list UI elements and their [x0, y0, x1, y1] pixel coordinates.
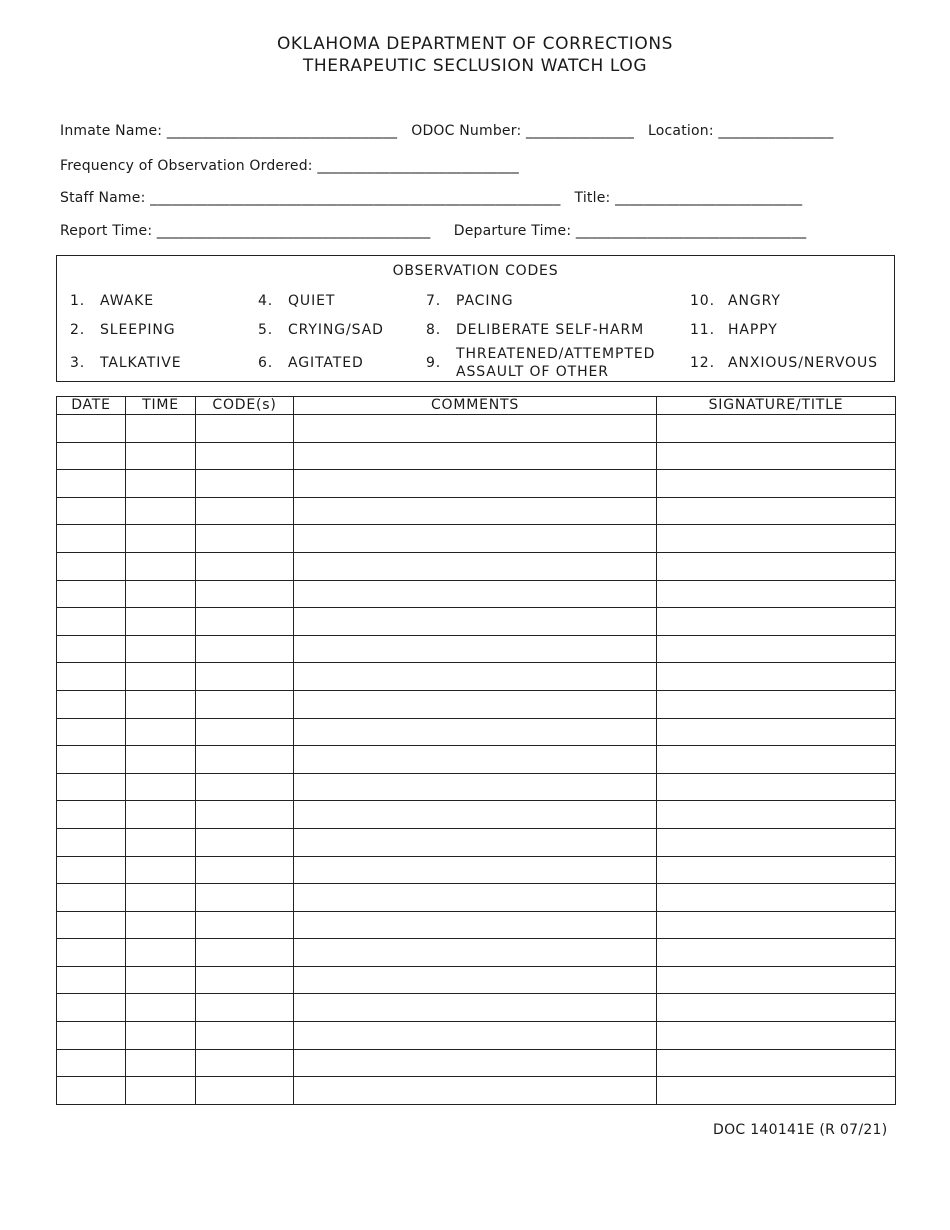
log-cell-signature[interactable] [657, 884, 896, 912]
log-cell-time[interactable] [126, 994, 196, 1022]
log-cell-comments[interactable] [294, 856, 657, 884]
table-row [57, 966, 896, 994]
table-row [57, 525, 896, 553]
code-number: 1. [70, 293, 86, 309]
log-cell-codes[interactable] [196, 470, 294, 498]
log-cell-time[interactable] [126, 580, 196, 608]
log-cell-date[interactable] [57, 966, 126, 994]
log-cell-codes[interactable] [196, 1022, 294, 1050]
code-label: QUIET [288, 293, 336, 309]
log-cell-time[interactable] [126, 470, 196, 498]
inmate-name-field[interactable]: Inmate Name: ________________________________ [60, 123, 398, 139]
code-label: AWAKE [100, 293, 154, 309]
form-agency-title: OKLAHOMA DEPARTMENT OF CORRECTIONS [276, 34, 674, 54]
code-number: 7. [426, 293, 442, 309]
odoc-number-field[interactable]: ODOC Number: _______________ [411, 123, 635, 139]
log-cell-signature[interactable] [657, 801, 896, 829]
log-cell-comments[interactable] [294, 663, 657, 691]
log-cell-date[interactable] [57, 884, 126, 912]
log-cell-time[interactable] [126, 746, 196, 774]
report-time-field[interactable]: Report Time: ______________________________________ [60, 223, 431, 239]
log-cell-time[interactable] [126, 856, 196, 884]
watch-log-table [56, 396, 896, 1105]
log-cell-comments[interactable] [294, 911, 657, 939]
log-cell-time[interactable] [126, 966, 196, 994]
table-row [57, 552, 896, 580]
log-cell-codes[interactable] [196, 939, 294, 967]
log-cell-comments[interactable] [294, 470, 657, 498]
log-cell-time[interactable] [126, 635, 196, 663]
log-cell-codes[interactable] [196, 608, 294, 636]
log-cell-codes[interactable] [196, 580, 294, 608]
table-row [57, 856, 896, 884]
column-header-comments: COMMENTS [294, 397, 657, 415]
code-label: TALKATIVE [100, 355, 182, 371]
log-cell-codes[interactable] [196, 1049, 294, 1077]
code-number: 5. [258, 322, 274, 338]
log-cell-signature[interactable] [657, 470, 896, 498]
log-cell-codes[interactable] [196, 552, 294, 580]
log-cell-comments[interactable] [294, 773, 657, 801]
table-row [57, 442, 896, 470]
log-cell-time[interactable] [126, 828, 196, 856]
log-cell-date[interactable] [57, 1049, 126, 1077]
column-header-codes: CODE(s) [196, 397, 294, 415]
log-cell-codes[interactable] [196, 884, 294, 912]
table-row [57, 663, 896, 691]
log-cell-codes[interactable] [196, 718, 294, 746]
staff-name-field[interactable]: Staff Name: _________________________________________________________ [60, 190, 561, 206]
code-label: THREATENED/ATTEMPTED [456, 346, 656, 362]
log-cell-time[interactable] [126, 663, 196, 691]
log-cell-codes[interactable] [196, 994, 294, 1022]
code-number: 11. [690, 322, 715, 338]
log-cell-codes[interactable] [196, 525, 294, 553]
log-cell-time[interactable] [126, 884, 196, 912]
log-cell-date[interactable] [57, 608, 126, 636]
log-cell-signature[interactable] [657, 442, 896, 470]
log-cell-date[interactable] [57, 911, 126, 939]
log-cell-codes[interactable] [196, 415, 294, 443]
log-cell-signature[interactable] [657, 911, 896, 939]
observation-codes-box [56, 255, 895, 382]
code-number: 8. [426, 322, 442, 338]
log-cell-comments[interactable] [294, 552, 657, 580]
log-cell-signature[interactable] [657, 1049, 896, 1077]
code-number: 10. [690, 293, 715, 309]
code-number: 3. [70, 355, 86, 371]
observation-codes-heading: OBSERVATION CODES [392, 263, 559, 279]
code-number: 12. [690, 355, 715, 371]
log-cell-codes[interactable] [196, 856, 294, 884]
log-cell-date[interactable] [57, 1077, 126, 1105]
log-cell-comments[interactable] [294, 746, 657, 774]
log-cell-signature[interactable] [657, 718, 896, 746]
table-row [57, 415, 896, 443]
log-cell-date[interactable] [57, 939, 126, 967]
log-cell-signature[interactable] [657, 746, 896, 774]
code-number: 6. [258, 355, 274, 371]
log-table-body [57, 415, 896, 1105]
form-number: DOC 140141E (R 07/21) [713, 1122, 888, 1138]
table-row [57, 1022, 896, 1050]
log-cell-comments[interactable] [294, 994, 657, 1022]
table-row [57, 608, 896, 636]
log-cell-codes[interactable] [196, 442, 294, 470]
log-cell-codes[interactable] [196, 828, 294, 856]
log-cell-date[interactable] [57, 415, 126, 443]
log-cell-time[interactable] [126, 939, 196, 967]
code-number: 9. [426, 355, 442, 371]
log-cell-comments[interactable] [294, 690, 657, 718]
table-row [57, 497, 896, 525]
inmate-info-row [60, 122, 834, 140]
log-cell-time[interactable] [126, 911, 196, 939]
code-label-line2: ASSAULT OF OTHER [456, 364, 609, 380]
log-cell-comments[interactable] [294, 1049, 657, 1077]
log-cell-date[interactable] [57, 1022, 126, 1050]
log-cell-comments[interactable] [294, 497, 657, 525]
log-cell-signature[interactable] [657, 939, 896, 967]
log-cell-date[interactable] [57, 552, 126, 580]
column-header-time: TIME [126, 397, 196, 415]
code-label: SLEEPING [100, 322, 176, 338]
table-row [57, 470, 896, 498]
code-label: PACING [456, 293, 514, 309]
log-cell-date[interactable] [57, 470, 126, 498]
code-number: 4. [258, 293, 274, 309]
log-cell-signature[interactable] [657, 856, 896, 884]
code-label: ANGRY [728, 293, 781, 309]
table-row [57, 580, 896, 608]
table-header-row [57, 397, 896, 415]
log-cell-codes[interactable] [196, 966, 294, 994]
log-cell-date[interactable] [57, 690, 126, 718]
log-cell-signature[interactable] [657, 415, 896, 443]
form-title: THERAPEUTIC SECLUSION WATCH LOG [302, 56, 648, 76]
log-cell-signature[interactable] [657, 1077, 896, 1105]
log-cell-comments[interactable] [294, 580, 657, 608]
log-cell-comments[interactable] [294, 801, 657, 829]
log-cell-comments[interactable] [294, 415, 657, 443]
code-label: AGITATED [288, 355, 364, 371]
log-cell-signature[interactable] [657, 966, 896, 994]
log-cell-date[interactable] [57, 856, 126, 884]
log-cell-date[interactable] [57, 828, 126, 856]
log-cell-codes[interactable] [196, 635, 294, 663]
table-row [57, 801, 896, 829]
table-row [57, 746, 896, 774]
log-cell-time[interactable] [126, 690, 196, 718]
log-cell-codes[interactable] [196, 746, 294, 774]
log-cell-comments[interactable] [294, 1022, 657, 1050]
column-header-signature: SIGNATURE/TITLE [657, 397, 896, 415]
table-row [57, 994, 896, 1022]
log-cell-time[interactable] [126, 1077, 196, 1105]
log-cell-date[interactable] [57, 801, 126, 829]
time-row [60, 222, 806, 240]
log-cell-signature[interactable] [657, 497, 896, 525]
log-cell-comments[interactable] [294, 525, 657, 553]
code-number: 2. [70, 322, 86, 338]
table-row [57, 884, 896, 912]
table-row [57, 939, 896, 967]
log-cell-signature[interactable] [657, 828, 896, 856]
log-cell-signature[interactable] [657, 663, 896, 691]
log-cell-date[interactable] [57, 635, 126, 663]
log-cell-codes[interactable] [196, 773, 294, 801]
log-cell-signature[interactable] [657, 608, 896, 636]
log-cell-comments[interactable] [294, 635, 657, 663]
log-cell-date[interactable] [57, 580, 126, 608]
code-label: HAPPY [728, 322, 778, 338]
code-label: DELIBERATE SELF-HARM [456, 322, 645, 338]
log-cell-date[interactable] [57, 718, 126, 746]
log-cell-codes[interactable] [196, 801, 294, 829]
log-cell-time[interactable] [126, 1022, 196, 1050]
log-cell-time[interactable] [126, 1049, 196, 1077]
log-cell-comments[interactable] [294, 939, 657, 967]
log-cell-time[interactable] [126, 773, 196, 801]
staff-row [60, 189, 802, 207]
log-cell-signature[interactable] [657, 525, 896, 553]
location-field[interactable]: Location: ________________ [648, 123, 834, 139]
log-cell-codes[interactable] [196, 497, 294, 525]
frequency-field[interactable]: Frequency of Observation Ordered: ____________________________ [60, 158, 519, 174]
log-cell-date[interactable] [57, 773, 126, 801]
log-cell-comments[interactable] [294, 442, 657, 470]
log-cell-time[interactable] [126, 552, 196, 580]
log-cell-codes[interactable] [196, 690, 294, 718]
log-cell-signature[interactable] [657, 994, 896, 1022]
log-cell-signature[interactable] [657, 635, 896, 663]
table-row [57, 773, 896, 801]
log-cell-codes[interactable] [196, 911, 294, 939]
log-cell-time[interactable] [126, 718, 196, 746]
code-label: ANXIOUS/NERVOUS [728, 355, 878, 371]
log-cell-time[interactable] [126, 801, 196, 829]
table-row [57, 1049, 896, 1077]
column-header-date: DATE [57, 397, 126, 415]
code-label: CRYING/SAD [288, 322, 384, 338]
log-cell-comments[interactable] [294, 884, 657, 912]
log-cell-date[interactable] [57, 994, 126, 1022]
log-cell-date[interactable] [57, 497, 126, 525]
log-cell-date[interactable] [57, 525, 126, 553]
log-cell-comments[interactable] [294, 966, 657, 994]
log-cell-signature[interactable] [657, 773, 896, 801]
log-cell-signature[interactable] [657, 690, 896, 718]
log-cell-codes[interactable] [196, 1077, 294, 1105]
table-row [57, 828, 896, 856]
table-row [57, 911, 896, 939]
log-cell-date[interactable] [57, 442, 126, 470]
log-cell-date[interactable] [57, 746, 126, 774]
log-cell-codes[interactable] [196, 663, 294, 691]
log-cell-comments[interactable] [294, 608, 657, 636]
staff-title-field[interactable]: Title: __________________________ [574, 190, 803, 206]
log-cell-time[interactable] [126, 608, 196, 636]
table-row [57, 690, 896, 718]
log-cell-comments[interactable] [294, 1077, 657, 1105]
table-row [57, 635, 896, 663]
log-cell-time[interactable] [126, 497, 196, 525]
log-cell-time[interactable] [126, 415, 196, 443]
log-cell-comments[interactable] [294, 718, 657, 746]
log-cell-signature[interactable] [657, 1022, 896, 1050]
log-cell-time[interactable] [126, 442, 196, 470]
table-row [57, 718, 896, 746]
log-cell-time[interactable] [126, 525, 196, 553]
log-cell-signature[interactable] [657, 552, 896, 580]
table-row [57, 1077, 896, 1105]
log-cell-comments[interactable] [294, 828, 657, 856]
frequency-row [60, 157, 519, 175]
log-cell-signature[interactable] [657, 580, 896, 608]
log-cell-date[interactable] [57, 663, 126, 691]
departure-time-field[interactable]: Departure Time: ________________________________ [453, 223, 807, 239]
